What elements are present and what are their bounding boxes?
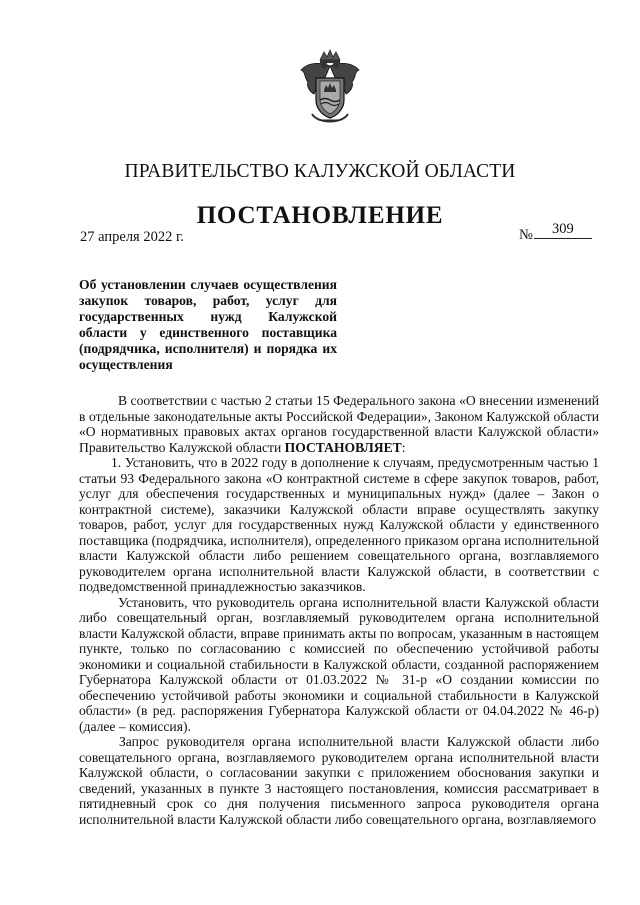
clause-1-paragraph-3: Запрос руководителя органа исполнительной власти Калужской области либо совещательного органа, возглавляемого руководителем органа исполнительной власти Калужской области, о согласовании закупки с приложением обоснования закупки и сведений, указанных в пункте 3 настоящего постановления, комиссия рассматривает в пятидневный срок со дня получения письменного запроса руководителя органа исполнительной власти Калужской области либо совещательного органа, возглавляемого — [79, 734, 599, 827]
clause-1-paragraph-2: Установить, что руководитель органа исполнительной власти Калужской области либо совещательный орган, возглавляемый руководителем органа исполнительной власти Калужской области, вправе принимать акты по вопросам, указанным в настоящем пункте, только по согласованию с комиссией по обеспечению устойчивой работы экономики и социальной стабильности в Калужской области, созданной распоряжением Губернатора Калужской области от 01.03.2022 № 31-р «О создании комиссии по обеспечению устойчивой работы экономики и социальной стабильности в Калужской области» (в ред. распоряжения Губернатора Калужской области от 04.04.2022 № 46-р) (далее – комиссия). — [79, 594, 599, 734]
government-title: ПРАВИТЕЛЬСТВО КАЛУЖСКОЙ ОБЛАСТИ — [124, 161, 516, 182]
subject-line: государственных нужд Калужской — [79, 309, 337, 324]
coat-of-arms-icon — [298, 48, 362, 126]
document-date: 27 апреля 2022 г. — [80, 229, 184, 245]
clause-1-paragraph: 1. Установить, что в 2022 году в дополнение к случаям, предусмотренным частью 1 статьи 93 Федерального закона «О контрактной системе в сфере закупок товаров, работ, услуг для обеспечения государственных и муниципальных нужд» (далее – Закон о контрактной системе), заказчики Калужской области вправе осуществлять закупку товаров, работ, услуг для государственных нужд Калужской области у единственного поставщика (подрядчика, исполнителя), определенного приказом органа исполнительной власти Калужской области либо решением совещательного органа, возглавляемого руководителем органа исполнительной власти Калужской области, в соответствии с подведомственной принадлежностью заказчиков. — [79, 455, 599, 594]
subject-line: области у единственного поставщика — [79, 325, 337, 340]
resolution-keyword: ПОСТАНОВЛЯЕТ — [284, 439, 402, 455]
document-type-title: ПОСТАНОВЛЕНИЕ — [196, 202, 444, 229]
subject-line: Об установлении случаев осуществления — [79, 277, 337, 292]
number-value: 309 — [534, 221, 592, 239]
document-body — [79, 393, 599, 827]
document-number — [519, 221, 592, 245]
document-subject — [79, 277, 337, 373]
subject-line: закупок товаров, работ, услуг для — [79, 293, 337, 308]
preamble-text: В соответствии с частью 2 статьи 15 Федерального закона «О внесении изменений в отдельные законодательные акты Российской Федерации», Законом Калужской области «О нормативных правовых актах органов государственной власти Калужской области» Правительство Калужской области — [79, 393, 599, 455]
subject-line: осуществления — [79, 357, 173, 372]
preamble-paragraph — [79, 393, 599, 455]
number-sign: № — [519, 227, 533, 243]
subject-line: (подрядчика, исполнителя) и порядка их — [79, 341, 337, 356]
preamble-tail: : — [401, 439, 406, 455]
